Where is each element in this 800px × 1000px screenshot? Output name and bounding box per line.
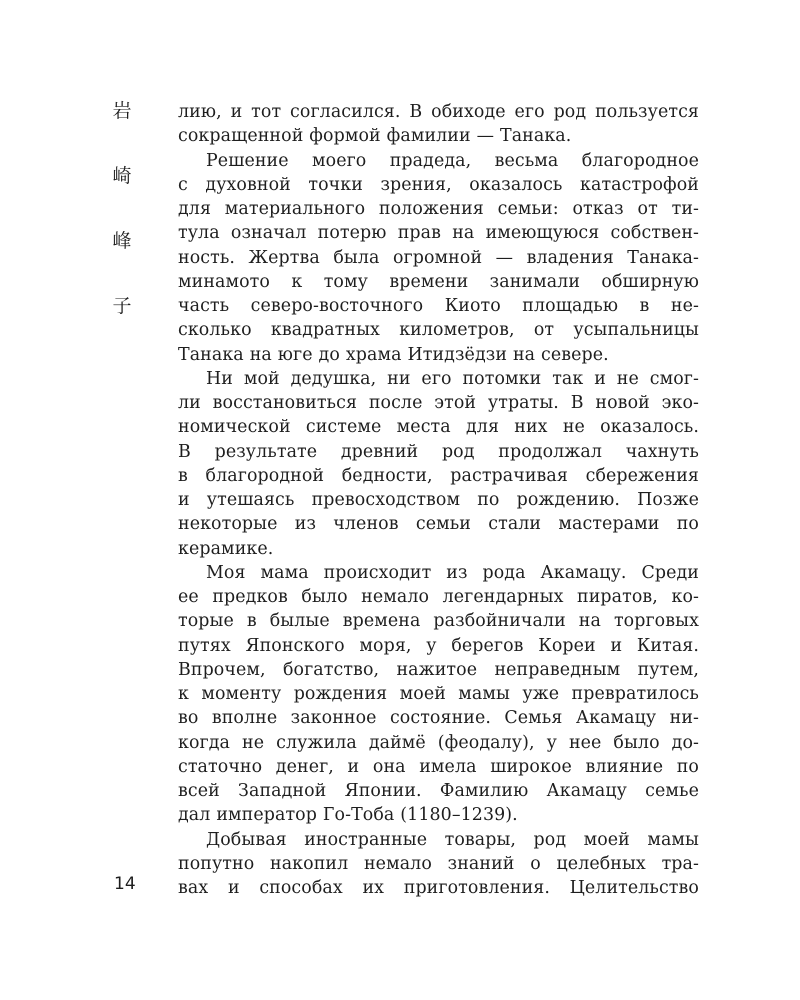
text-line: Впрочем, богатство, нажитое неправедным путем, — [178, 659, 699, 680]
text-line: Решение моего прадеда, весьма благородное — [206, 150, 699, 171]
header-char: 子 — [112, 295, 132, 317]
text-line: торые в былые времена разбойничали на торговых — [178, 611, 699, 632]
text-line: часть северо-восточного Киото площадью в не- — [178, 296, 699, 316]
text-line: ли восстановиться после этой утраты. В новой эко- — [178, 393, 699, 413]
text-line: к моменту рождения моей мамы уже превратилось — [178, 684, 699, 704]
text-line: сокращенной формой фамилии — Танака. — [178, 126, 572, 147]
text-line: Моя мама происходит из рода Акамацу. Среди — [206, 562, 699, 583]
page-number: 14 — [114, 874, 136, 894]
text-line: вах и способах их приготовления. Целительство — [178, 878, 699, 898]
text-line: сколько квадратных километров, от усыпальницы — [178, 320, 699, 341]
paragraph-1 — [178, 100, 699, 149]
text-line: лию, и тот согласился. В обиходе его род пользуется — [178, 102, 699, 122]
text-line: дал император Го-Тоба (1180–1239). — [178, 805, 518, 826]
text-line: Танака на юге до храма Итидзёдзи на севере. — [178, 344, 609, 365]
running-header-vertical — [106, 100, 138, 360]
text-line: В результате древний род продолжал чахнуть — [178, 441, 699, 462]
text-line: ее предков было немало легендарных пиратов, ко- — [178, 587, 699, 607]
header-char: 崎 — [112, 165, 132, 187]
text-line: статочно денег, и она имела широкое влияние по — [178, 756, 699, 777]
text-line: и утешаясь превосходством по рождению. Позже — [178, 490, 699, 510]
text-line: керамике. — [178, 538, 274, 559]
text-line: некоторые из членов семьи стали мастерами по — [178, 514, 699, 535]
header-char: 岩 — [112, 100, 132, 122]
text-line: Добывая иностранные товары, род моей мамы — [206, 829, 699, 850]
text-line: тула означал потерю прав на имеющуюся собствен- — [178, 223, 699, 244]
paragraph-2 — [178, 149, 699, 367]
text-line: номической системе места для них не оказалось. — [178, 417, 699, 438]
text-line: путях Японского моря, у берегов Кореи и Китая. — [178, 635, 699, 656]
header-char: 峰 — [112, 230, 132, 252]
paragraph-3 — [178, 367, 699, 561]
text-line: когда не служила даймё (феодалу), у нее было до- — [178, 732, 699, 753]
text-line: ность. Жертва была огромной — владения Танака- — [178, 247, 699, 268]
text-line: Ни мой дедушка, ни его потомки так и не смог- — [206, 368, 699, 389]
text-line: в благородной бедности, растрачивая сбережения — [178, 465, 699, 486]
text-line: попутно накопил немало знаний о целебных тра- — [178, 853, 699, 874]
text-line: для материального положения семьи: отказ от ти- — [178, 199, 699, 219]
body-text — [178, 100, 699, 900]
text-line: минамото к тому времени занимали обширную — [178, 271, 699, 292]
text-line: во вполне законное состояние. Семья Акамацу ни- — [178, 708, 699, 729]
paragraph-4 — [178, 561, 699, 828]
paragraph-5 — [178, 828, 699, 901]
text-line: всей Западной Японии. Фамилию Акамацу семье — [178, 781, 699, 801]
text-line: с духовной точки зрения, оказалось катастрофой — [178, 174, 699, 195]
